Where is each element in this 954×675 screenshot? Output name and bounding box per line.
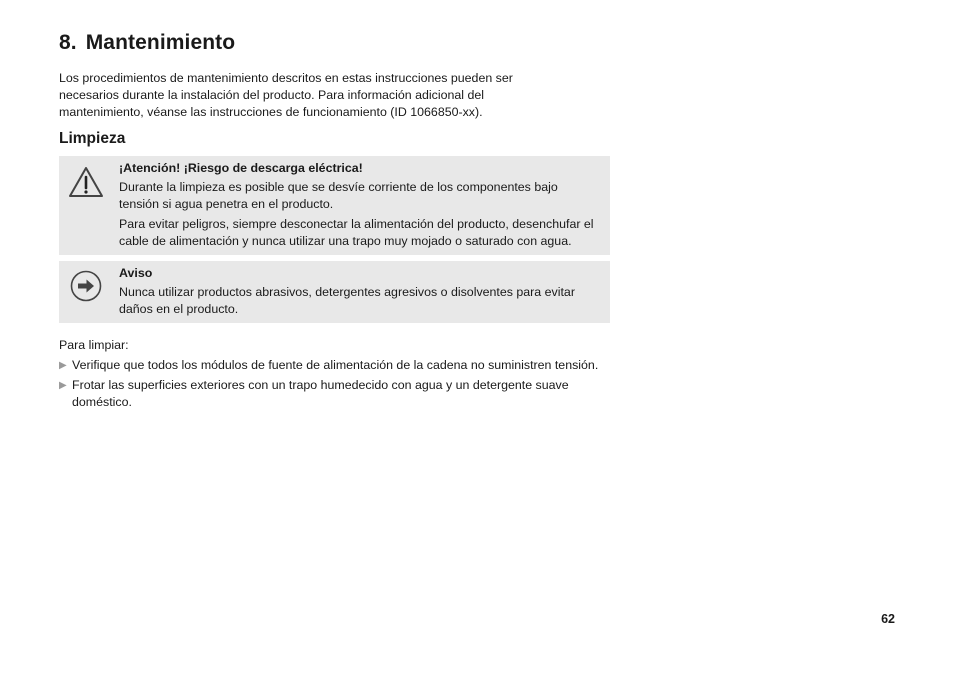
- warning-box: [59, 156, 610, 255]
- warning-paragraph-1: Durante la limpieza es posible que se desvíe corriente de los componentes bajo tensión si agua penetra en el producto.: [119, 180, 558, 211]
- bullet-arrow-icon: ▶: [59, 380, 67, 391]
- arrow-right-circle-icon: [70, 270, 102, 302]
- cleaning-heading: Limpieza: [59, 130, 126, 147]
- notice-paragraph-1: Nunca utilizar productos abrasivos, detergentes agresivos o disolventes para evitar daños en el producto.: [119, 285, 575, 316]
- steps-lead: Para limpiar:: [59, 338, 129, 352]
- section-number: 8.: [59, 31, 77, 54]
- warning-icon-column: [59, 160, 119, 250]
- notice-title: Aviso: [119, 266, 153, 280]
- notice-box: [59, 261, 610, 323]
- section-title: [59, 28, 610, 58]
- list-item: [59, 357, 610, 374]
- step-text: Verifique que todos los módulos de fuente de alimentación de la cadena no suministren tensión.: [72, 358, 599, 372]
- warning-paragraph-2: Para evitar peligros, siempre desconectar la alimentación del producto, desenchufar el cable de alimentación y nunca utilizar una trapo muy mojado o saturado con agua.: [119, 217, 594, 248]
- warning-title: ¡Atención! ¡Riesgo de descarga eléctrica!: [119, 161, 363, 175]
- notice-text: [119, 265, 600, 318]
- step-text: Frotar las superficies exteriores con un trapo humedecido con agua y un detergente suave doméstico.: [72, 378, 569, 409]
- notice-icon-column: [59, 265, 119, 318]
- page-number: 62: [881, 612, 895, 626]
- list-item: [59, 377, 610, 411]
- section-title-text: Mantenimiento: [85, 31, 236, 54]
- intro-paragraph: Los procedimientos de mantenimiento descritos en estas instrucciones pueden ser necesarios durante la instalación del producto. Para información adicional del mantenimiento, véanse las instrucciones de funcionamiento (ID 1066850-xx).: [59, 71, 513, 119]
- page-content: [59, 28, 610, 414]
- steps-list: [59, 357, 610, 411]
- warning-text: [119, 160, 600, 250]
- warning-triangle-icon: [67, 165, 105, 199]
- bullet-arrow-icon: ▶: [59, 360, 67, 371]
